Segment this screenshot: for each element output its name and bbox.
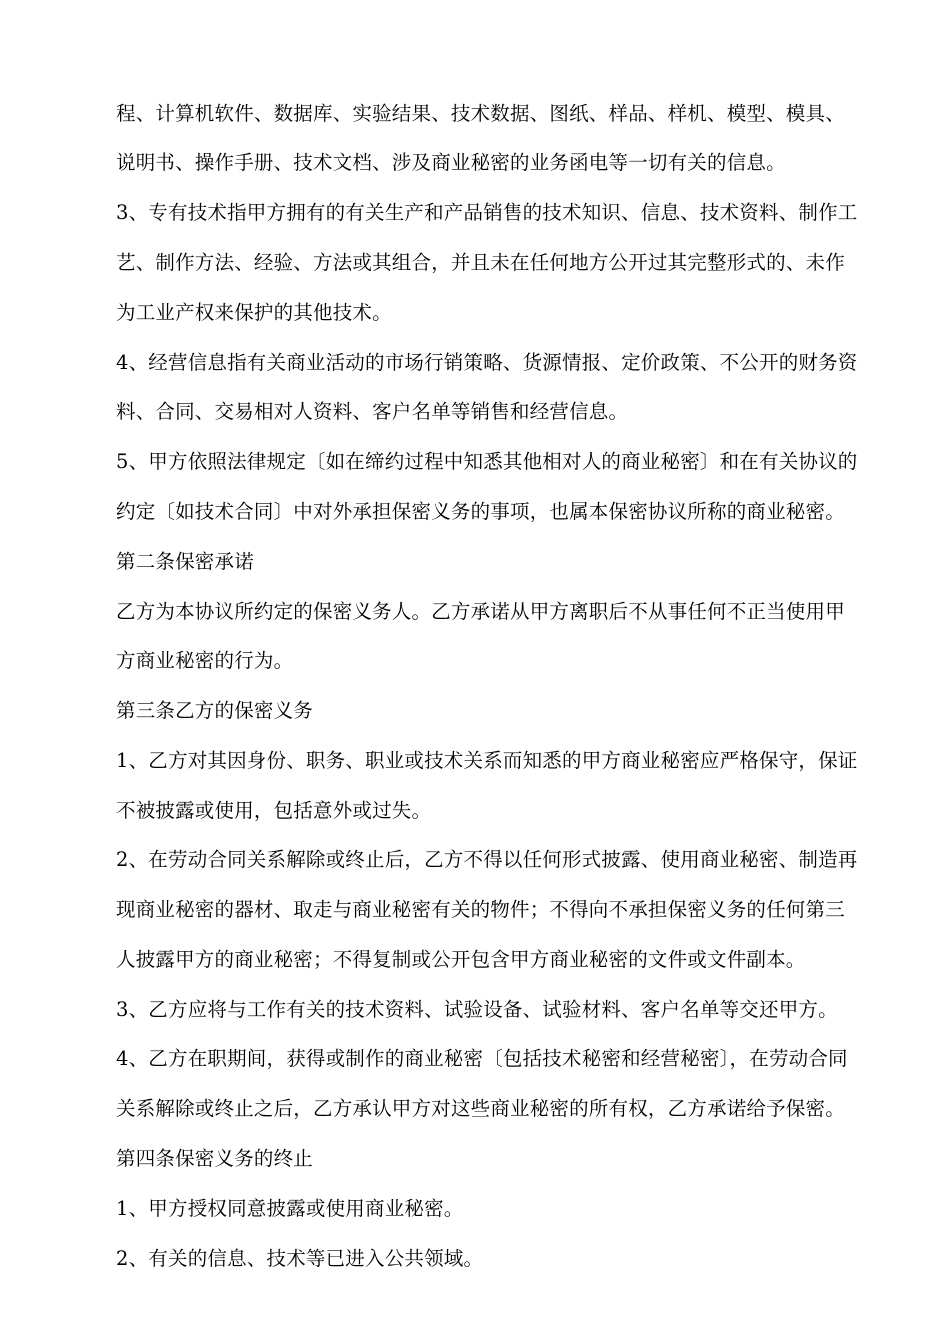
section-heading: 第三条乙方的保密义务 <box>116 699 314 722</box>
text-line: 说明书、操作手册、技术文档、涉及商业秘密的业务函电等一切有关的信息。 <box>116 151 786 174</box>
text-line: 1、甲方授权同意披露或使用商业秘密。 <box>116 1197 464 1220</box>
text-line: 料、合同、交易相对人资料、客户名单等销售和经营信息。 <box>116 400 629 423</box>
text-line: 5、甲方依照法律规定〔如在缔约过程中知悉其他相对人的商业秘密〕和在有关协议的 <box>116 450 858 473</box>
text-line: 约定〔如技术合同〕中对外承担保密义务的事项，也属本保密协议所称的商业秘密。 <box>116 500 845 523</box>
text-line: 4、经营信息指有关商业活动的市场行销策略、货源情报、定价政策、不公开的财务资 <box>116 351 858 374</box>
text-line: 程、计算机软件、数据库、实验结果、技术数据、图纸、样品、样机、模型、模具、 <box>116 102 845 125</box>
text-line: 3、专有技术指甲方拥有的有关生产和产品销售的技术知识、信息、技术资料、制作工 <box>116 201 858 224</box>
text-line: 4、乙方在职期间，获得或制作的商业秘密〔包括技术秘密和经营秘密〕，在劳动合同 <box>116 1047 848 1070</box>
text-line: 2、在劳动合同关系解除或终止后，乙方不得以任何形式披露、使用商业秘密、制造再 <box>116 848 858 871</box>
section-heading: 第二条保密承诺 <box>116 550 254 573</box>
section-heading: 第四条保密义务的终止 <box>116 1147 314 1170</box>
text-line: 艺、制作方法、经验、方法或其组合，并且未在任何地方公开过其完整形式的、未作 <box>116 251 845 274</box>
text-line: 1、乙方对其因身份、职务、职业或技术关系而知悉的甲方商业秘密应严格保守，保证 <box>116 749 858 772</box>
text-line: 2、有关的信息、技术等已进入公共领域。 <box>116 1247 484 1270</box>
text-line: 为工业产权来保护的其他技术。 <box>116 301 392 324</box>
text-line: 乙方为本协议所约定的保密义务人。乙方承诺从甲方离职后不从事任何不正当使用甲 <box>116 600 845 623</box>
text-line: 关系解除或终止之后，乙方承认甲方对这些商业秘密的所有权，乙方承诺给予保密。 <box>116 1097 845 1120</box>
text-line: 不被披露或使用，包括意外或过失。 <box>116 799 432 822</box>
text-line: 方商业秘密的行为。 <box>116 649 294 672</box>
text-line: 3、乙方应将与工作有关的技术资料、试验设备、试验材料、客户名单等交还甲方。 <box>116 998 838 1021</box>
text-line: 人披露甲方的商业秘密；不得复制或公开包含甲方商业秘密的文件或文件副本。 <box>116 948 806 971</box>
text-line: 现商业秘密的器材、取走与商业秘密有关的物件；不得向不承担保密义务的任何第三 <box>116 898 845 921</box>
